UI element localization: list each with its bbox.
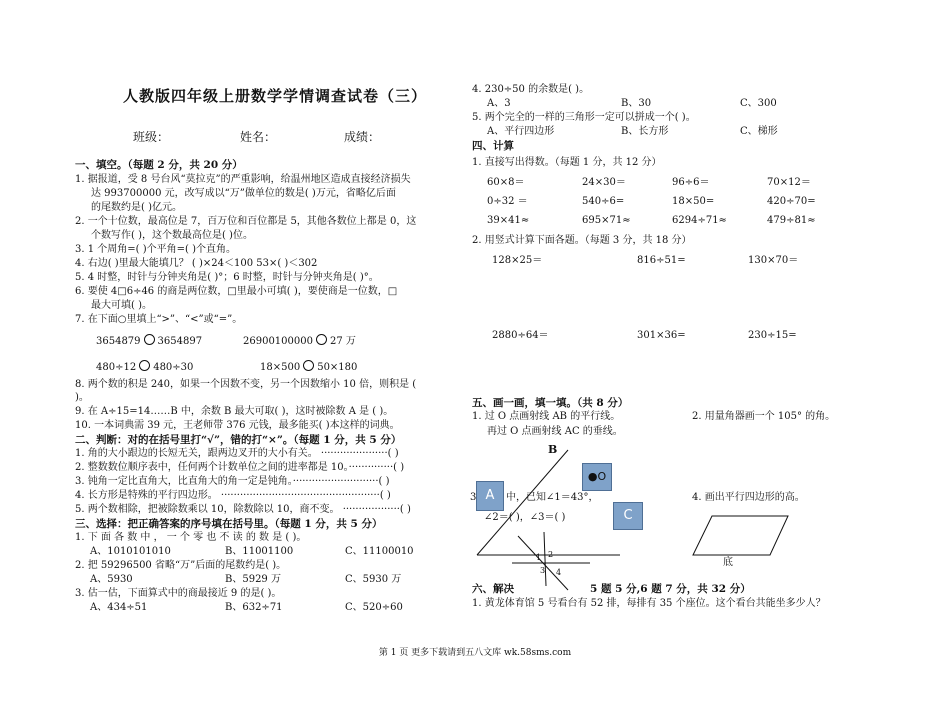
calc-item: 39×41≈ bbox=[487, 215, 530, 226]
compare-3-left: 480÷12 bbox=[96, 362, 137, 373]
s3-q1-option-a: A、1010101010 bbox=[90, 546, 171, 557]
name-label: 姓名： bbox=[240, 130, 277, 144]
s1-q6-line1: 6. 要使 4□6÷46 的商是两位数，□里最小可填( )，要使商是一位数，□ bbox=[75, 286, 398, 297]
compare-3-right: 480÷30 bbox=[153, 362, 194, 373]
vertical-item: 301×36= bbox=[637, 330, 686, 341]
angle-label-3: 3 bbox=[540, 566, 546, 575]
s3-q3-option-b: B、632÷71 bbox=[225, 602, 283, 613]
calc-item: 70×12＝ bbox=[767, 177, 811, 188]
s5-q1-line1: 1. 过 O 点画射线 AB 的平行线。 bbox=[472, 411, 621, 422]
s1-q1-line2: 达 993700000 元，改写成以“万”做单位的数是( )万元，省略亿后面 bbox=[91, 188, 396, 199]
compare-4-left: 18×500 bbox=[260, 362, 301, 373]
compare-2-right: 27 万 bbox=[330, 336, 356, 347]
point-a-box: A bbox=[476, 481, 504, 511]
s3-q4-option-b: B、30 bbox=[621, 98, 652, 109]
s1-q8-line1: 8. 两个数的积是 240，如果一个因数不变，另一个因数缩小 10 倍，则积是 ( bbox=[75, 379, 417, 390]
s3-q2-option-b: B、5929 万 bbox=[225, 574, 281, 585]
s1-q2-line2: 个数写作( )，这个数最高位是( )位。 bbox=[91, 230, 253, 241]
section-4-heading: 四、计算 bbox=[472, 140, 514, 152]
compare-1-left: 3654879 bbox=[96, 336, 141, 347]
calc-item: 6294÷71≈ bbox=[672, 215, 727, 226]
line-vertical bbox=[544, 532, 546, 586]
angle-label-1: 1 bbox=[536, 553, 542, 562]
calc-item: 420÷70= bbox=[767, 196, 816, 207]
s3-q2-option-a: A、5930 bbox=[90, 574, 133, 585]
compare-2-left: 26900100000 bbox=[243, 336, 313, 347]
calc-item: 0÷32 ＝ bbox=[487, 196, 528, 207]
s1-q3: 3. 1 个周角=( )个平角=( )个直角。 bbox=[75, 244, 236, 255]
s2-q3: 3. 钝角一定比直角大，比直角大的角一定是钝角。···························( ) bbox=[75, 476, 390, 487]
s3-q4-option-a: A、3 bbox=[487, 98, 511, 109]
s5-q4: 4. 画出平行四边形的高。 bbox=[692, 492, 805, 503]
s5-q2: 2. 用量角器画一个 105° 的角。 bbox=[692, 411, 836, 422]
vertical-item: 2880÷64＝ bbox=[492, 330, 549, 341]
s1-q1-line3: 的尾数约是( )亿元。 bbox=[91, 202, 182, 213]
s5-q3-number: 3 bbox=[470, 492, 477, 503]
parallelogram bbox=[693, 516, 788, 555]
s3-q3: 3. 估一估，下面算式中的商最接近 9 的是( )。 bbox=[75, 588, 282, 599]
vertical-item: 230÷15= bbox=[748, 330, 797, 341]
angle-label-2: 2 bbox=[548, 550, 554, 559]
section-3-heading: 三、选择：把正确答案的序号填在括号里。（每题 1 分，共 5 分） bbox=[75, 518, 383, 530]
s3-q1: 1. 下 面 各 数 中 ， 一 个 零 也 不 读 的 数 是 ( )。 bbox=[75, 532, 307, 543]
s1-q5: 5. 4 时整，时针与分钟夹角是( )°；6 时整，时针与分钟夹角是( )°。 bbox=[75, 272, 379, 283]
s4-sub1: 1. 直接写出得数。（每题 1 分，共 12 分） bbox=[472, 157, 662, 168]
s1-q8-line2: )。 bbox=[75, 392, 89, 403]
calc-item: 96÷6＝ bbox=[672, 177, 710, 188]
calc-item: 540÷6= bbox=[582, 196, 625, 207]
s5-q3-text: 中，已知∠1＝43°， bbox=[506, 492, 599, 503]
calc-item: 60×8＝ bbox=[487, 177, 525, 188]
calc-item: 479÷81≈ bbox=[767, 215, 816, 226]
section-6-heading-start: 六、解决 bbox=[472, 583, 514, 595]
vertical-item: 816÷51= bbox=[637, 255, 686, 266]
base-label: 底 bbox=[723, 557, 733, 568]
s3-q2-option-c: C、5930 万 bbox=[345, 574, 402, 585]
point-c-box: C bbox=[613, 502, 643, 530]
label-b: B bbox=[548, 443, 558, 456]
s3-q4: 4. 230÷50 的余数是( )。 bbox=[472, 84, 590, 95]
s2-q4: 4. 长方形是特殊的平行四边形。 ··················································( ) bbox=[75, 490, 391, 501]
point-o-box: ●O bbox=[582, 463, 612, 491]
s1-q1-line1: 1. 据报道，受 8 号台风“莫拉克”的严重影响，给温州地区造成直接经济损失 bbox=[75, 174, 411, 185]
section-5-heading: 五、画一画，填一填。（共 8 分） bbox=[472, 397, 629, 409]
s3-q5: 5. 两个完全的一样的三角形一定可以拼成一个( )。 bbox=[472, 112, 696, 123]
compare-1-right: 3654897 bbox=[157, 336, 203, 347]
s3-q5-option-a: A、平行四边形 bbox=[487, 126, 555, 137]
vertical-item: 128×25＝ bbox=[492, 255, 543, 266]
s3-q5-option-b: B、长方形 bbox=[621, 126, 669, 137]
s3-q3-option-c: C、520÷60 bbox=[345, 602, 403, 613]
calc-item: 18×50= bbox=[672, 196, 715, 207]
section-2-heading: 二、判断：对的在括号里打“√”，错的打“×”。（每题 1 分，共 5 分） bbox=[75, 434, 402, 446]
s3-q2: 2. 把 59296500 省略“万”后面的尾数约是( )。 bbox=[75, 560, 287, 571]
s3-q3-option-a: A、434÷51 bbox=[90, 602, 148, 613]
score-label: 成绩： bbox=[344, 130, 381, 144]
s2-q2: 2. 整数数位顺序表中，任何两个计数单位之间的进率都是 10。··············( ) bbox=[75, 462, 405, 473]
exam-title: 人教版四年级上册数学学情调查试卷（三） bbox=[123, 87, 428, 105]
s6-q1: 1. 黄龙体育馆 5 号看台有 52 排，每排有 35 个座位。这个看台共能坐多少人？ bbox=[472, 598, 826, 609]
s5-q1-line2: 再过 O 点画射线 AC 的垂线。 bbox=[487, 426, 623, 437]
s1-q7: 7. 在下面○里填上“>”、“<”或“=”。 bbox=[75, 314, 243, 325]
s1-q9: 9. 在 A÷15=14……B 中，余数 B 最大可取( )，这时被除数 A 是 ( )。 bbox=[75, 406, 394, 417]
s1-q4: 4. 右边( )里最大能填几？ ( )×24＜100 53×( )＜302 bbox=[75, 258, 318, 269]
calc-item: 24×30＝ bbox=[582, 177, 626, 188]
s3-q4-option-c: C、300 bbox=[740, 98, 777, 109]
section-6-heading-end: 5 题 5 分,6 题 7 分，共 32 分） bbox=[590, 583, 751, 595]
s1-q2-line1: 2. 一个十位数，最高位是 7，百万位和百位都是 5，其他各数位上都是 0，这 bbox=[75, 216, 417, 227]
s5-q3-angles: ∠2＝( )，∠3＝( ) bbox=[484, 512, 566, 523]
s2-q5: 5. 两个数相除，把被除数乘以 10，除数除以 10，商不变。 ··················( ) bbox=[75, 504, 411, 515]
page-footer: 第 1 页 更多下载请到五八文库 wk.58sms.com bbox=[378, 648, 572, 658]
s1-q6-line2: 最大可填( )。 bbox=[91, 300, 152, 311]
s3-q5-option-c: C、梯形 bbox=[740, 126, 778, 137]
vertical-item: 130×70＝ bbox=[748, 255, 799, 266]
angle-label-4: 4 bbox=[556, 568, 562, 577]
s4-sub2: 2. 用竖式计算下面各题。（每题 3 分，共 18 分） bbox=[472, 235, 692, 246]
compare-4-right: 50×180 bbox=[317, 362, 358, 373]
class-label: 班级： bbox=[133, 130, 170, 144]
section-1-heading: 一、填空。（每题 2 分，共 20 分） bbox=[75, 159, 243, 171]
s2-q1: 1. 角的大小跟边的长短无关，跟两边叉开的大小有关。 ·····················( ) bbox=[75, 448, 399, 459]
s1-q10: 10. 一本词典需 39 元，王老师带 376 元钱，最多能买( )本这样的词典。 bbox=[75, 420, 400, 431]
calc-item: 695×71≈ bbox=[582, 215, 631, 226]
s3-q1-option-c: C、11100010 bbox=[345, 546, 414, 557]
s3-q1-option-b: B、11001100 bbox=[225, 546, 294, 557]
